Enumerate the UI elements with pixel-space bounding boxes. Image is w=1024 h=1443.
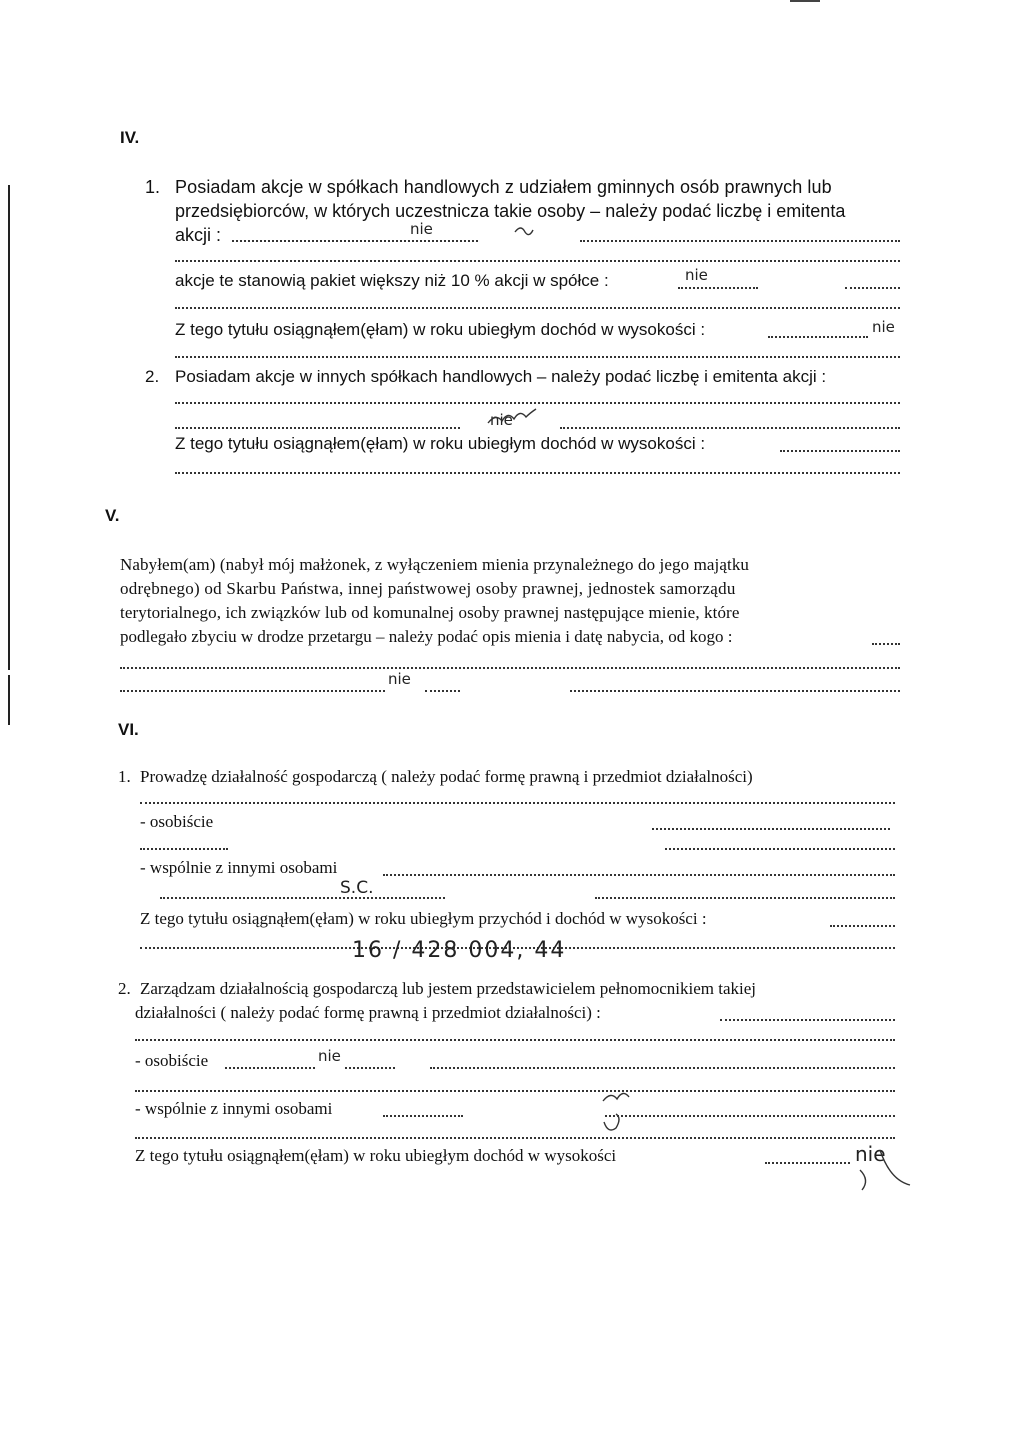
iv-item2-line1: Posiadam akcje w innych spółkach handlowych – należy podać liczbę i emitenta akcji : xyxy=(175,367,827,386)
vi-item2-personal-label: - osobiście xyxy=(135,1051,209,1070)
iv-item1-answer-stake: nie xyxy=(685,266,708,284)
v-line1: Nabyłem(am) (nabył mój małżonek, z wyłączeniem mienia przynależnego do jego majątku xyxy=(120,555,750,574)
section-v-heading: V. xyxy=(105,506,120,525)
section-iv-heading: IV. xyxy=(120,128,140,147)
iv-item1-number: 1. xyxy=(145,177,161,197)
iv-item2-answer-shares: nie xyxy=(490,411,513,429)
vi-item2-number: 2. xyxy=(118,979,131,998)
iv-item1-answer-shares: nie xyxy=(410,220,433,238)
v-line2: odrębnego) od Skarbu Państwa, innej państwowej osoby prawnej, jednostek samorządu xyxy=(120,579,736,598)
vi-item2-answer-income: nie xyxy=(855,1142,886,1166)
vi-item1-line1: Prowadzę działalność gospodarczą ( należy podać formę prawną i przedmiot działalności) xyxy=(140,767,753,786)
iv-item1-stake-label: akcje te stanowią pakiet większy niż 10 % akcji w spółce : xyxy=(175,271,609,290)
vi-item2-line1: Zarządzam działalnością gospodarczą lub jestem przedstawicielem pełnomocnikiem takiej xyxy=(140,979,756,998)
iv-item2-income-label: Z tego tytułu osiągnąłem(ęłam) w roku ubiegłym dochód w wysokości : xyxy=(175,434,706,453)
iv-item1-line3: akcji : xyxy=(175,225,222,245)
v-line3: terytorialnego, ich związków lub od komunalnej osoby prawnej następujące mienie, które xyxy=(120,603,740,622)
vi-item1-answer-income: 16 / 428 004, 44 xyxy=(352,938,567,963)
iv-item1-line1: Posiadam akcje w spółkach handlowych z udziałem gminnych osób prawnych lub xyxy=(175,177,832,197)
iv-item2-number: 2. xyxy=(145,367,160,386)
v-answer: nie xyxy=(388,670,411,688)
iv-item1-line2: przedsiębiorców, w których uczestnicza takie osoby – należy podać liczbę i emitenta xyxy=(175,201,846,221)
vi-item1-number: 1. xyxy=(118,767,131,786)
vi-item2-joint-label: - wspólnie z innymi osobami xyxy=(135,1099,333,1118)
vi-item2-line2: działalności ( należy podać formę prawną i przedmiot działalności) : xyxy=(135,1003,601,1022)
vi-item2-income-label: Z tego tytułu osiągnąłem(ęłam) w roku ubiegłym dochód w wysokości xyxy=(135,1146,617,1165)
vi-item1-personal-label: - osobiście xyxy=(140,812,214,831)
vi-item2-answer-personal: nie xyxy=(318,1047,341,1065)
section-vi-heading: VI. xyxy=(118,720,139,739)
vi-item1-income-label: Z tego tytułu osiągnąłem(ęłam) w roku ubiegłym przychód i dochód w wysokości : xyxy=(140,909,707,928)
iv-item1-income-label: Z tego tytułu osiągnąłem(ęłam) w roku ubiegłym dochód w wysokości : xyxy=(175,320,706,339)
vi-item1-answer-joint: S.C. xyxy=(340,878,374,898)
v-line4: podlegało zbyciu w drodze przetargu – należy podać opis mienia i datę nabycia, od kogo : xyxy=(120,627,733,646)
vi-item1-joint-label: - wspólnie z innymi osobami xyxy=(140,858,338,877)
iv-item1-answer-income: nie xyxy=(872,318,895,336)
